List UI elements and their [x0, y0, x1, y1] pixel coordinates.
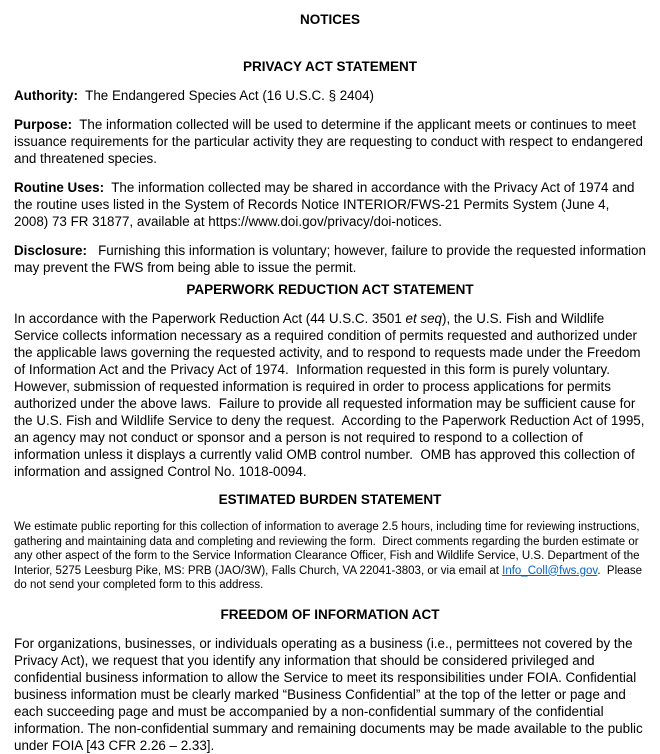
authority-paragraph [14, 87, 646, 104]
routine-uses-label: Routine Uses: [14, 180, 105, 195]
foia-paragraph [14, 635, 646, 754]
disclosure-text: Furnishing this information is voluntary; however, failure to provide the requested information may prevent the FWS from being able to issue the permit. [14, 243, 650, 275]
foia-text: For organizations, businesses, or individuals operating as a business (i.e., permittees not covered by the Privacy Act), we request that you identify any information that should be considered privileged and confidential business information to allow the Service to meet its responsibilities under FOIA. Confidential business information must be clearly marked “Business Confidential” at the top of the letter or page and each succeeding page and must be accompanied by a non-confidential summary of the confidential information. The non-confidential summary and remaining documents may be made available to the public under FOIA [43 CFR 2.26 – 2.33]. [14, 635, 647, 753]
burden-text-after: . Please do not send your completed form to this address. [14, 564, 646, 591]
paperwork-paragraph [14, 310, 649, 480]
foia-heading: FREEDOM OF INFORMATION ACT [220, 606, 440, 622]
disclosure-paragraph [14, 242, 650, 276]
paperwork-text-after: ), the U.S. Fish and Wildlife Service collects information necessary as a required condition of permits requested and authorized under the applicable laws governing the requested activity, and to respond to requests made under the Freedom of Information Act and the Privacy Act of 1974. Information requested in this form is purely voluntary. However, submission of requested information is required in order to process applications for permits authorized under the above laws. Failure to provide all requested information may be sufficient cause for the U.S. Fish and Wildlife Service to deny the request. According to the Paperwork Reduction Act of 1995, an agency may not conduct or sponsor and a person is not required to respond to a collection of information unless it displays a currently valid OMB control number. OMB has approved this collection of information and assigned Control No. 1018-0094. [14, 311, 649, 479]
burden-paragraph [14, 520, 646, 593]
purpose-text: The information collected will be used to determine if the applicant meets or continues to meet issuance requirements for the particular activity they are requesting to conduct with respect to endangered and threatened species. [14, 117, 647, 166]
paperwork-text-before: In accordance with the Paperwork Reduction Act (44 U.S.C. 3501 [14, 311, 406, 326]
paperwork-reduction-heading: PAPERWORK REDUCTION ACT STATEMENT [186, 282, 474, 297]
privacy-act-heading: PRIVACY ACT STATEMENT [242, 59, 417, 74]
purpose-paragraph [14, 116, 646, 167]
routine-uses-paragraph [14, 179, 646, 230]
estimated-burden-heading: ESTIMATED BURDEN STATEMENT [218, 492, 442, 507]
purpose-label: Purpose: [14, 117, 73, 132]
email-link[interactable]: Info_Coll@fws.gov [502, 564, 598, 577]
paperwork-etseq: et seq [405, 311, 442, 326]
page-title: NOTICES [299, 12, 360, 27]
authority-text: The Endangered Species Act (16 U.S.C. § 2404) [77, 88, 374, 103]
authority-label: Authority: [14, 88, 78, 103]
routine-uses-text: The information collected may be shared in accordance with the Privacy Act of 1974 and the routine uses listed in the System of Records Notice INTERIOR/FWS-21 Permits System (June 4, 2008) 73 FR 31877, available at https://www.doi.gov/privacy/doi-notices. [14, 180, 639, 229]
burden-text-before: We estimate public reporting for this collection of information to average 2.5 hours, including time for reviewing instructions, gathering and maintaining data and completing and reviewing the form. Direct comments regarding the burden estimate or any other aspect of the form to the Service Information Clearance Officer, Fish and Wildlife Service, U.S. Department of the Interior, 5275 Leesburg Pike, MS: PRB (JAO/3W), Falls Church, VA 22041-3803, or via email at [14, 521, 643, 577]
disclosure-label: Disclosure: [14, 243, 87, 258]
